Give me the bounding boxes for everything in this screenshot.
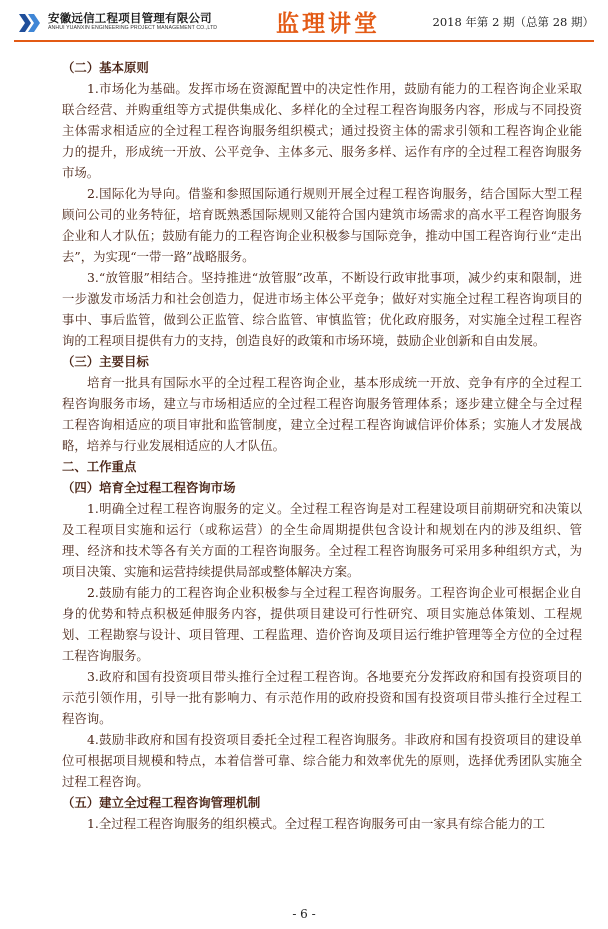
paragraph: 1.市场化为基础。发挥市场在资源配置中的决定性作用，鼓励有能力的工程咨询企业采取联合经营、并购重组等方式提供集成化、多样化的全过程工程咨询服务内容，形成与不同投资主体需求相适应的全过程工程咨询服务组织模式；通过投资主体的需求引领和工程咨询企业能力的提升，形成统一开放、公平竞争、主体多元、服务多样、运作有序的全过程工程咨询服务市场。 — [62, 81, 582, 180]
section-heading: （三）主要目标 — [62, 354, 149, 369]
paragraph: 3.“放管服”相结合。坚持推进“放管服”改革，不断设行政审批事项，减少约束和限制，进一步激发市场活力和社会创造力，促进市场主体公平竞争；做好对实施全过程工程咨询项目的事中、事后监管，做到公正监管、综合监管、审慎监管；优化政府服务，对实施全过程工程咨询的工程项目提供有力的支持，创造良好的政策和市场环境，鼓励企业创新和自由发展。 — [62, 270, 582, 348]
paragraph: 1.全过程工程咨询服务的组织模式。全过程工程咨询服务可由一家具有综合能力的工 — [87, 816, 545, 831]
section-heading: （二）基本原则 — [62, 60, 149, 75]
paragraph: 1.明确全过程工程咨询服务的定义。全过程工程咨询是对工程建设项目前期研究和决策以及工程项目实施和运行（或称运营）的全生命周期提供包含设计和规划在内的涉及组织、管理、经济和技术等各有关方面的工程咨询服务。全过程工程咨询服务可采用多种组织方式，为项目决策、实施和运营持续提供局部或整体解决方案。 — [62, 501, 582, 579]
paragraph: 3.政府和国有投资项目带头推行全过程工程咨询。各地要充分发挥政府和国有投资项目的示范引领作用，引导一批有影响力、有示范作用的政府投资和国有投资项目带头推行全过程工程咨询。 — [62, 669, 582, 726]
masthead-title: 监理讲堂 — [276, 11, 380, 37]
article-body — [62, 57, 582, 834]
paragraph: 2.鼓励有能力的工程咨询企业积极参与全过程工程咨询服务。工程咨询企业可根据企业自身的优势和特点积极延伸服务内容，提供项目建设可行性研究、项目实施总体策划、工程规划、工程勘察与设计、项目管理、工程监理、造价咨询及项目运行维护管理等全方位的全过程工程咨询服务。 — [62, 585, 582, 663]
issue-number: 2018 年第 2 期（总第 28 期） — [432, 15, 594, 29]
page-header — [0, 0, 608, 42]
page-number: - 6 - — [292, 907, 316, 921]
section-heading: 二、工作重点 — [62, 459, 137, 474]
header-rule — [14, 40, 594, 42]
yx-chevron-logo-icon — [18, 11, 42, 35]
paragraph: 4.鼓励非政府和国有投资项目委托全过程工程咨询服务。非政府和国有投资项目的建设单位可根据项目规模和特点，本着信誉可靠、综合能力和效率优先的原则，选择优秀团队实施全过程工程咨询。 — [62, 732, 582, 789]
section-heading: （四）培育全过程工程咨询市场 — [62, 480, 236, 495]
company-name-cn: 安徽远信工程项目管理有限公司 — [48, 11, 212, 25]
company-name-en: ANHUI YUANXIN ENGINEERING PROJECT MANAGEMENT CO.,LTD — [48, 25, 218, 31]
paragraph: 培育一批具有国际水平的全过程工程咨询企业，基本形成统一开放、竞争有序的全过程工程咨询服务市场，建立与市场相适应的全过程工程咨询服务管理体系；逐步建立健全与全过程工程咨询相适应的项目审批和监管制度，建立全过程工程咨询诚信评价体系；实施人才发展战略，培养与行业发展相适应的人才队伍。 — [62, 375, 582, 453]
paragraph: 2.国际化为导向。借鉴和参照国际通行规则开展全过程工程咨询服务，结合国际大型工程顾问公司的业务特征，培育既熟悉国际规则又能符合国内建筑市场需求的高水平工程咨询服务企业和人才队伍；鼓励有能力的工程咨询企业积极参与国际竞争，推动中国工程咨询行业“走出去”，为实现“一带一路”战略服务。 — [62, 186, 582, 264]
section-heading: （五）建立全过程工程咨询管理机制 — [62, 795, 261, 810]
